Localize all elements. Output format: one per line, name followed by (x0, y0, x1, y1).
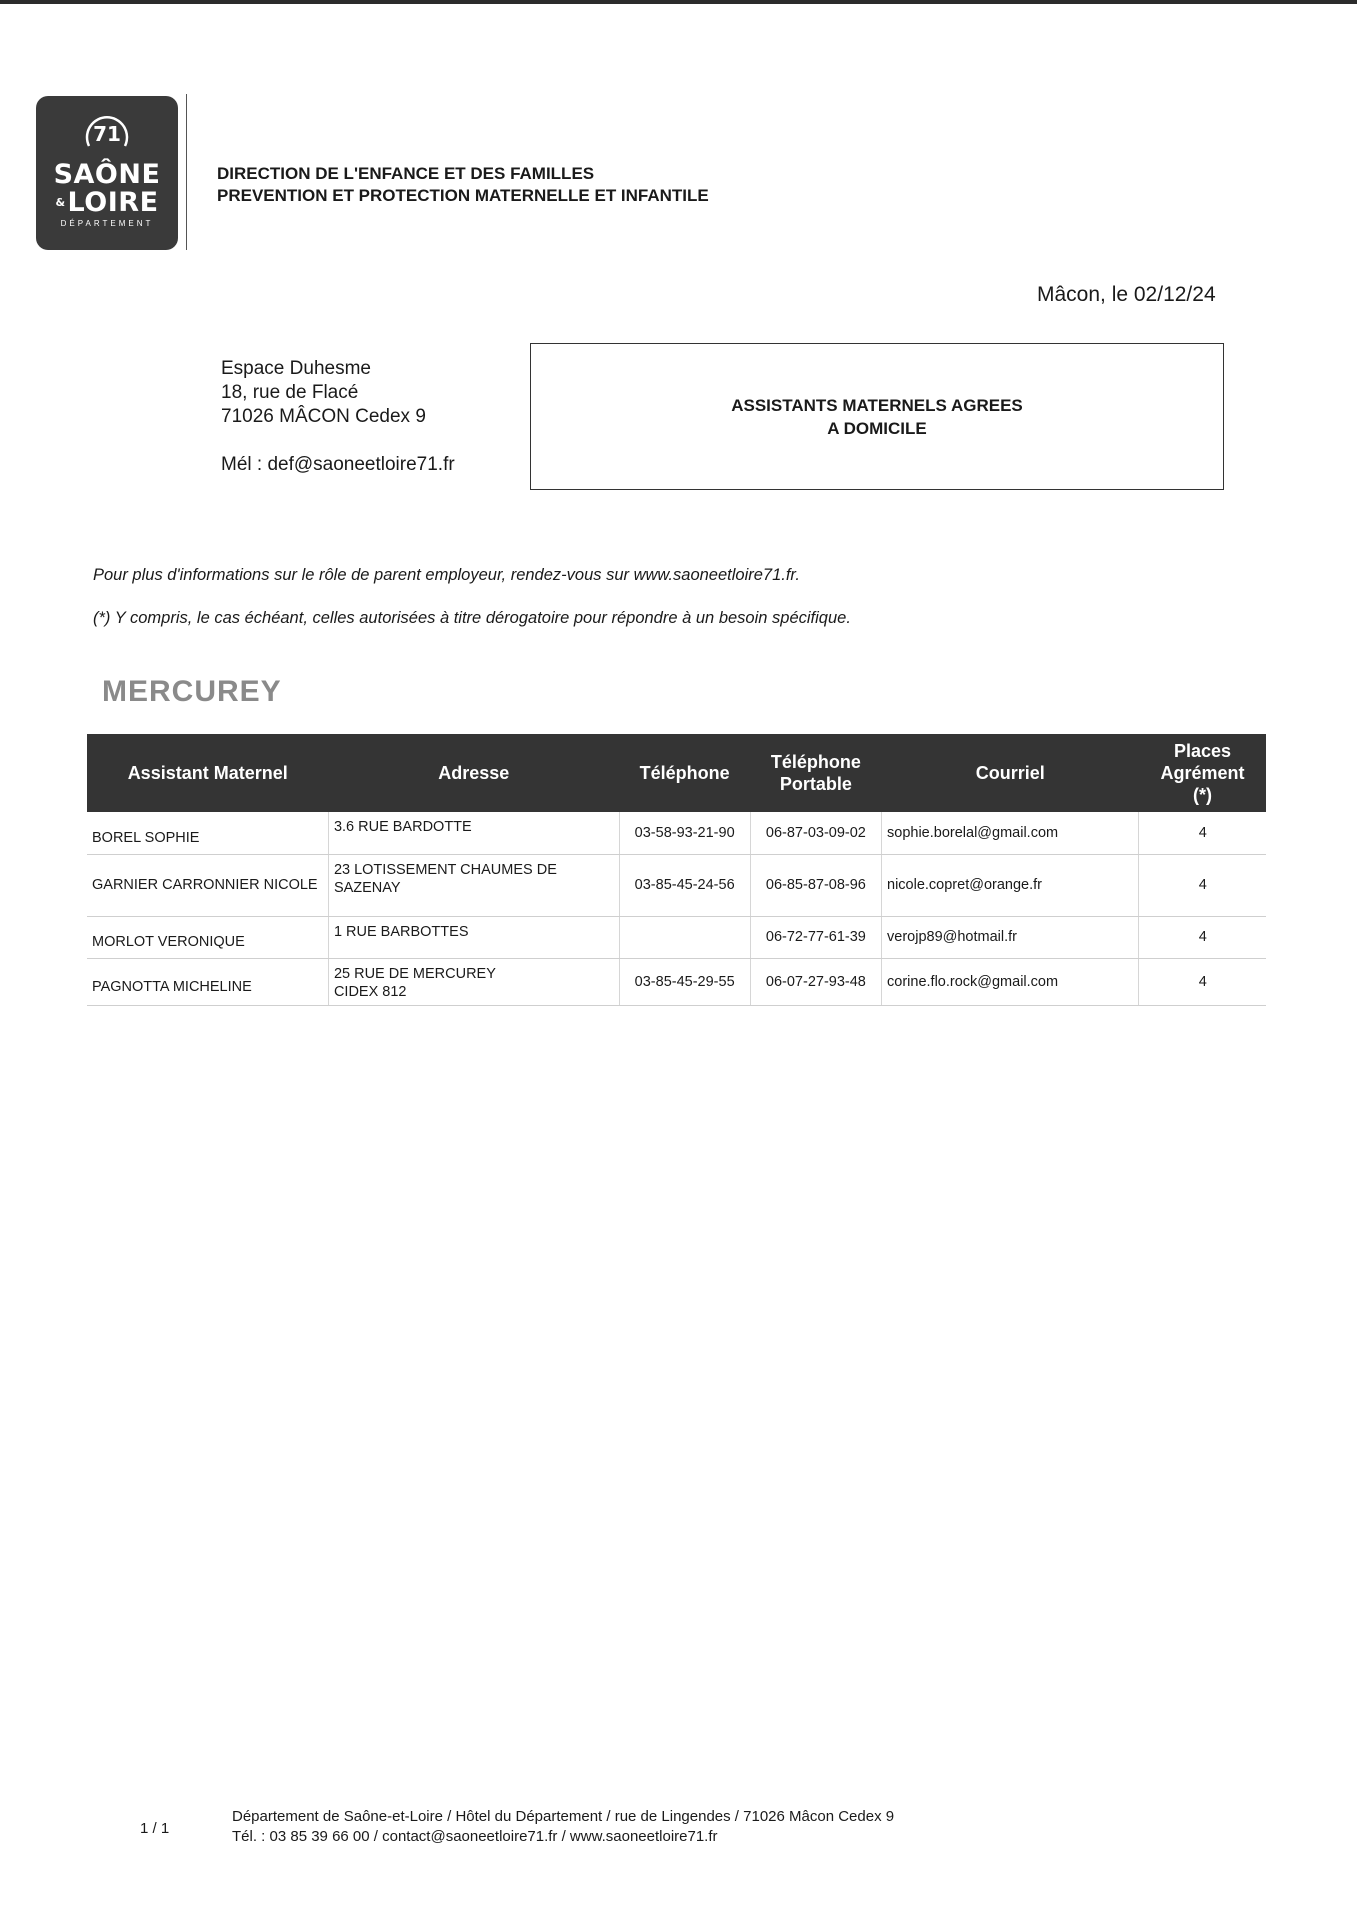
header-name: Assistant Maternel (87, 734, 328, 812)
address-mail: Mél : def@saoneetloire71.fr (221, 454, 455, 475)
header-address: Adresse (328, 734, 619, 812)
logo-emblem-icon (83, 110, 131, 154)
cell-email: corine.flo.rock@gmail.com (882, 958, 1139, 1005)
sender-address (221, 357, 455, 477)
header-mobile: Téléphone Portable (750, 734, 881, 812)
cell-address: 23 LOTISSEMENT CHAUMES DE SAZENAY (328, 854, 619, 916)
cell-phone: 03-85-45-29-55 (619, 958, 750, 1005)
logo-line-loire (36, 189, 178, 217)
address-line-3: 71026 MÂCON Cedex 9 (221, 406, 426, 427)
cell-phone: 03-85-45-24-56 (619, 854, 750, 916)
cell-phone: 03-58-93-21-90 (619, 812, 750, 854)
cell-email: sophie.borelal@gmail.com (882, 812, 1139, 854)
title-line-1: ASSISTANTS MATERNELS AGREES (731, 395, 1023, 415)
table-row (87, 958, 1266, 1005)
logo-line-saone: SAÔNE (53, 159, 161, 190)
cell-name: GARNIER CARRONNIER NICOLE (87, 854, 328, 916)
commune-heading: MERCUREY (102, 675, 282, 708)
cell-mobile: 06-72-77-61-39 (750, 916, 881, 958)
address-line-1: Espace Duhesme (221, 358, 371, 379)
cell-places: 4 (1139, 958, 1266, 1005)
service-name: PREVENTION ET PROTECTION MATERNELLE ET INFANTILE (217, 186, 709, 205)
document-title-box (530, 343, 1224, 490)
cell-mobile: 06-85-87-08-96 (750, 854, 881, 916)
footer-line-2: Tél. : 03 85 39 66 00 / contact@saoneetloire71.fr / www.saoneetloire71.fr (232, 1828, 718, 1845)
logo-line-departement: DÉPARTEMENT (60, 219, 154, 228)
document-date: Mâcon, le 02/12/24 (1037, 283, 1216, 306)
page-number: 1 / 1 (140, 1820, 170, 1837)
cell-places: 4 (1139, 916, 1266, 958)
title-line-2: A DOMICILE (827, 418, 927, 438)
address-line-2: 18, rue de Flacé (221, 382, 359, 403)
assistants-table (87, 734, 1266, 1006)
cell-address: 3.6 RUE BARDOTTE (328, 812, 619, 854)
cell-places: 4 (1139, 812, 1266, 854)
footer-line-1: Département de Saône-et-Loire / Hôtel du Département / rue de Lingendes / 71026 Mâcon Cedex 9 (232, 1808, 895, 1825)
cell-name: BOREL SOPHIE (87, 812, 328, 854)
logo-ampersand: & (55, 196, 66, 209)
direction-name: DIRECTION DE L'ENFANCE ET DES FAMILLES (217, 164, 595, 183)
cell-address: 25 RUE DE MERCUREY CIDEX 812 (328, 958, 619, 1005)
footer (232, 1807, 894, 1847)
logo-loire-text: LOIRE (67, 187, 159, 218)
cell-address: 1 RUE BARBOTTES (328, 916, 619, 958)
header-email: Courriel (882, 734, 1139, 812)
cell-name: PAGNOTTA MICHELINE (87, 958, 328, 1005)
cell-mobile: 06-87-03-09-02 (750, 812, 881, 854)
cell-email: nicole.copret@orange.fr (882, 854, 1139, 916)
info-employer: Pour plus d'informations sur le rôle de parent employeur, rendez-vous sur www.saoneetloire71.fr. (93, 566, 800, 584)
logo-number: 71 (93, 122, 121, 146)
saone-et-loire-logo (36, 96, 178, 250)
scan-top-edge (0, 0, 1357, 4)
header-phone: Téléphone (619, 734, 750, 812)
cell-email: verojp89@hotmail.fr (882, 916, 1139, 958)
table-row (87, 812, 1266, 854)
info-footnote: (*) Y compris, le cas échéant, celles autorisées à titre dérogatoire pour répondre à un besoin spécifique. (93, 609, 851, 627)
logo-divider (186, 94, 187, 250)
table-row (87, 854, 1266, 916)
cell-mobile: 06-07-27-93-48 (750, 958, 881, 1005)
cell-phone (619, 916, 750, 958)
cell-places: 4 (1139, 854, 1266, 916)
cell-name: MORLOT VERONIQUE (87, 916, 328, 958)
header-direction (217, 163, 709, 207)
header-places: Places Agrément (*) (1139, 734, 1266, 812)
table-row (87, 916, 1266, 958)
table-header-row (87, 734, 1266, 812)
